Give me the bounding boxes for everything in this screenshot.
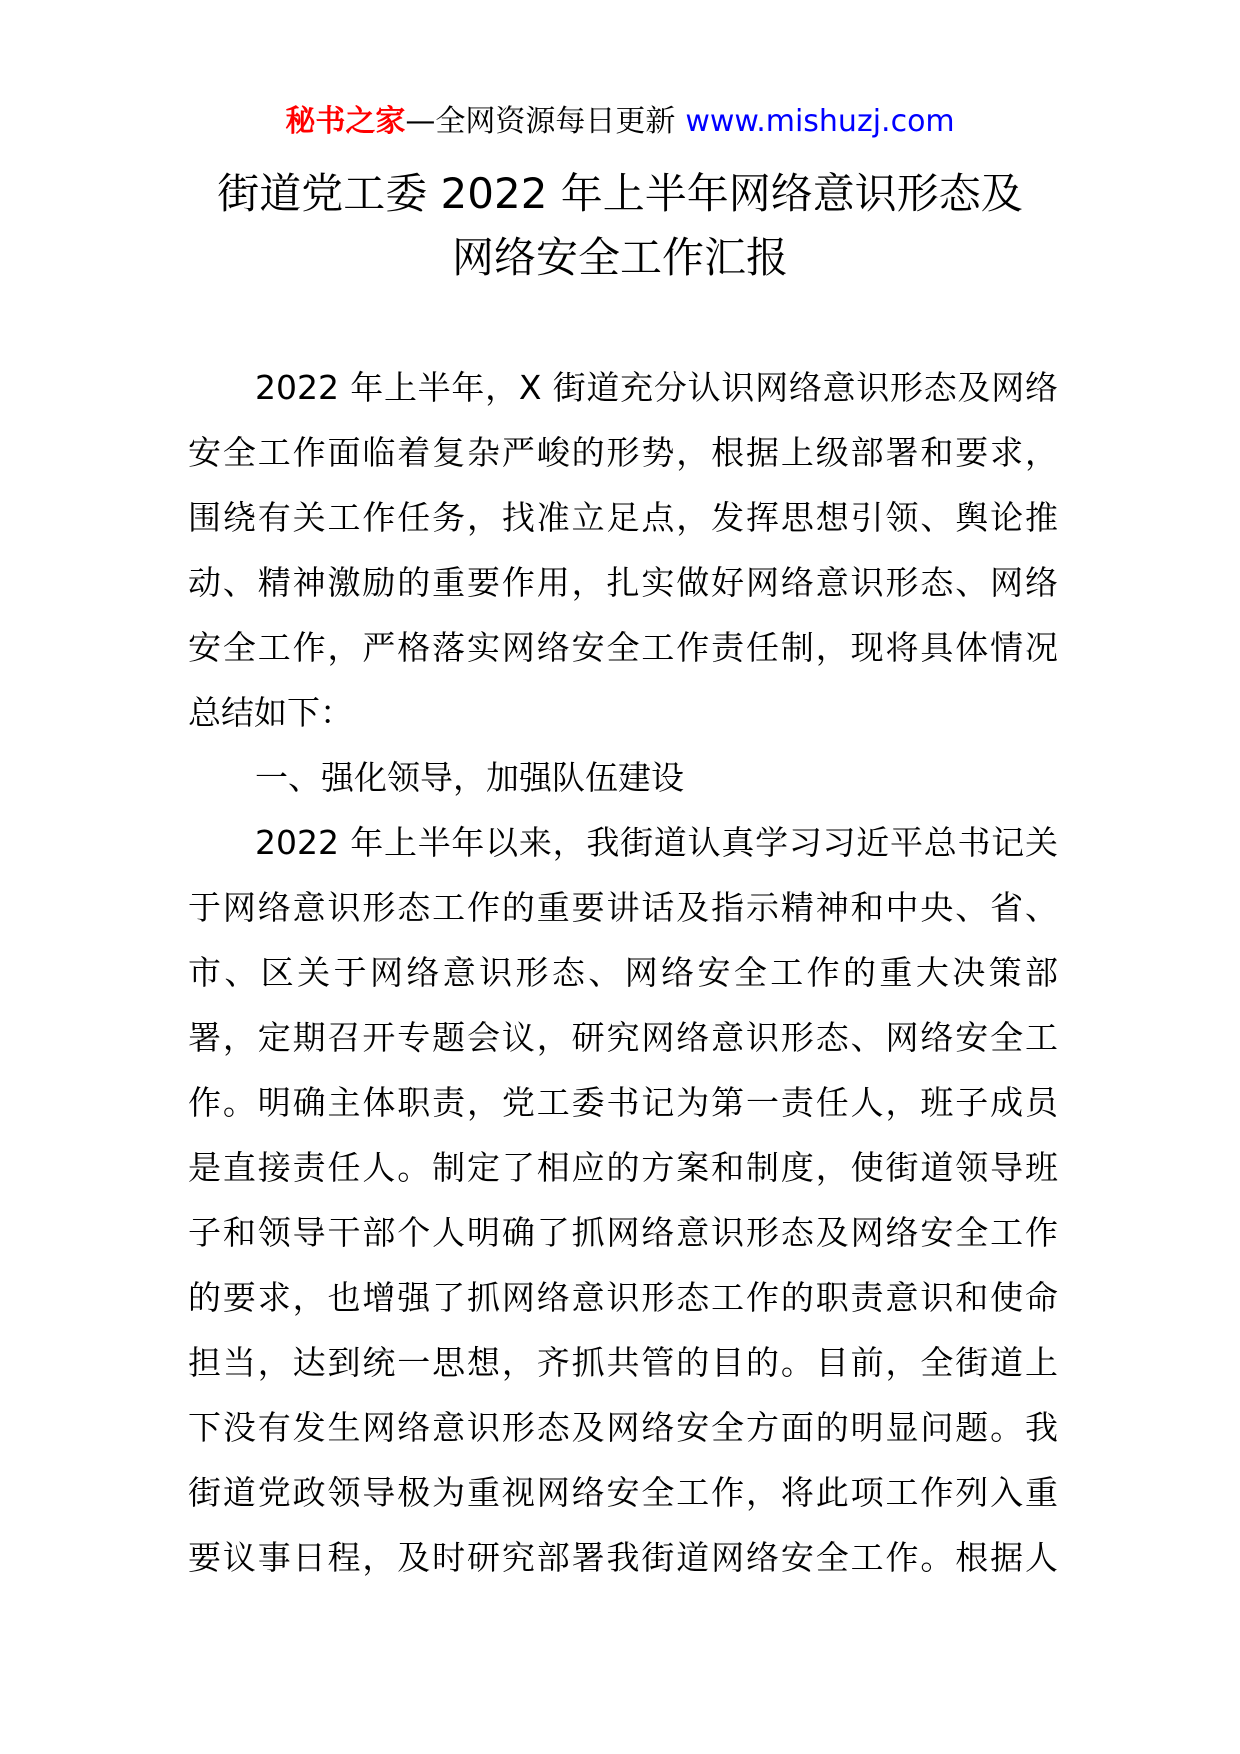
paragraph-line: 的要求，也增强了抓网络意识形态工作的职责意识和使命 — [188, 1278, 1058, 1317]
paragraph-line: 市、区关于网络意识形态、网络安全工作的重大决策部 — [188, 953, 1058, 992]
paragraph-line: 于网络意识形态工作的重要讲话及指示精神和中央、省、 — [188, 888, 1058, 927]
paragraph-line: 总结如下： — [188, 693, 353, 732]
paragraph-line: 作。明确主体职责，党工委书记为第一责任人，班子成员 — [188, 1083, 1058, 1122]
title-line-1: 街道党工委 2022 年上半年网络意识形态及 — [217, 169, 1023, 218]
paragraph-line: 安全工作，严格落实网络安全工作责任制，现将具体情况 — [188, 628, 1058, 667]
paragraph-line: 围绕有关工作任务，找准立足点，发挥思想引领、舆论推 — [188, 498, 1058, 537]
site-banner — [0, 102, 1240, 142]
paragraph-line: 是直接责任人。制定了相应的方案和制度，使街道领导班 — [188, 1148, 1058, 1187]
paragraph-line: 下没有发生网络意识形态及网络安全方面的明显问题。我 — [188, 1408, 1058, 1447]
paragraph-line: 2022 年上半年以来，我街道认真学习习近平总书记关 — [255, 823, 1058, 862]
paragraph-line: 子和领导干部个人明确了抓网络意识形态及网络安全工作 — [188, 1213, 1058, 1252]
paragraph-line: 街道党政领导极为重视网络安全工作，将此项工作列入重 — [188, 1473, 1058, 1512]
paragraph-line: 要议事日程，及时研究部署我街道网络安全工作。根据人 — [188, 1538, 1058, 1577]
document-title — [150, 162, 1090, 290]
paragraph-line: 安全工作面临着复杂严峻的形势，根据上级部署和要求， — [188, 433, 1058, 472]
paragraph-line: 署，定期召开专题会议，研究网络意识形态、网络安全工 — [188, 1018, 1058, 1057]
paragraph-line: 担当，达到统一思想，齐抓共管的目的。目前，全街道上 — [188, 1343, 1058, 1382]
brand-name: 秘书之家 — [285, 104, 406, 139]
title-line-2: 网络安全工作汇报 — [451, 233, 788, 282]
section-heading: 一、强化领导，加强队伍建设 — [255, 758, 684, 797]
paragraph-line: 2022 年上半年，X 街道充分认识网络意识形态及网络 — [255, 368, 1058, 407]
banner-tagline: —全网资源每日更新 — [405, 104, 676, 139]
document-body — [188, 355, 1058, 1590]
website-link[interactable]: www.mishuzj.com — [685, 104, 955, 139]
paragraph-line: 动、精神激励的重要作用，扎实做好网络意识形态、网络 — [188, 563, 1058, 602]
